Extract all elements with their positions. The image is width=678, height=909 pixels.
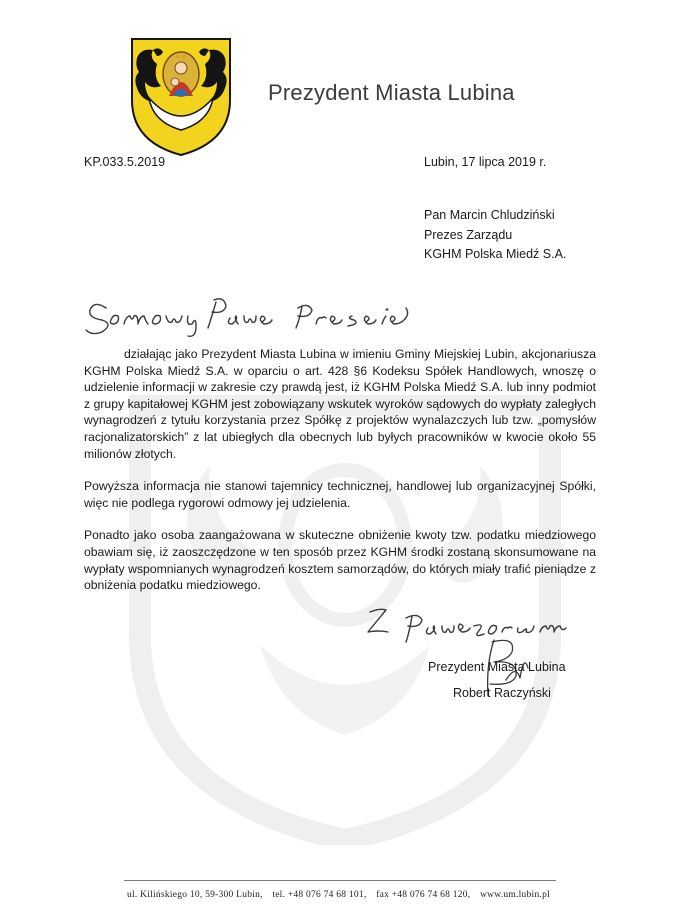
footer-fax: fax +48 076 74 68 120, xyxy=(376,890,471,900)
office-title: Prezydent Miasta Lubina xyxy=(268,80,515,105)
footer-contact xyxy=(127,890,557,900)
signatory-title: Prezydent Miasta Lubina xyxy=(428,660,566,674)
place-date: Lubin, 17 lipca 2019 r. xyxy=(424,155,547,169)
handwritten-salutation xyxy=(84,286,414,342)
footer-address: ul. Kilińskiego 10, 59-300 Lubin, xyxy=(127,890,263,900)
recipient-name: Pan Marcin Chludziński xyxy=(424,208,555,222)
body-paragraph-1: działając jako Prezydent Miasta Lubina w imieniu Gminy Miejskiej Lubin, akcjonariusza KGHM Polska Miedź S.A. w oparciu o art. 428 §6 Kodeksu Spółek Handlowych, wnoszę o udzielenie informacji w zakresie czy prawdą jest, iż KGHM Polska Miedź S.A. lub inny podmiot z grupy kapitałowej KGHM jest zobowiązany wskutek wyroków sądowych do wypłaty zaległych wynagrodzeń z tytułu korzystania przez Spółkę z projektów wynalazczych lub tzw. „pomysłów racjonalizatorskich” z lat ubiegłych dla obecnych lub byłych pracowników w kwocie około 55 milionów złotych. xyxy=(84,347,596,461)
recipient-block xyxy=(424,206,566,265)
footer-website[interactable]: www.um.lubin.pl xyxy=(480,890,550,900)
footer-phone: tel. +48 076 74 68 101, xyxy=(272,890,367,900)
body-paragraph-3: Ponadto jako osoba zaangażowana w skuteczne obniżenie kwoty tzw. podatku miedziowego obawiam się, iż zaoszczędzone w ten sposób przez KGHM środki zostaną skonsumowane na wypłaty wspomnianych wynagrodzeń kosztem samorządów, do których miały trafić pieniądze z obniżenia podatku miedziowego. xyxy=(84,528,596,593)
footer-divider xyxy=(124,880,556,881)
letter-body xyxy=(84,346,596,610)
signatory-name: Robert Raczyński xyxy=(453,686,551,700)
recipient-position: Prezes Zarządu xyxy=(424,227,513,242)
handwritten-closing xyxy=(362,598,582,648)
body-paragraph-2: Powyższa informacja nie stanowi tajemnicy technicznej, handlowej lub organizacyjnej Spółki, więc nie podlega rygorowi odmowy jej udzielenia. xyxy=(84,479,596,510)
reference-number: KP.033.5.2019 xyxy=(84,155,166,169)
recipient-company: KGHM Polska Miedź S.A. xyxy=(424,247,567,261)
city-crest-logo xyxy=(131,38,231,156)
